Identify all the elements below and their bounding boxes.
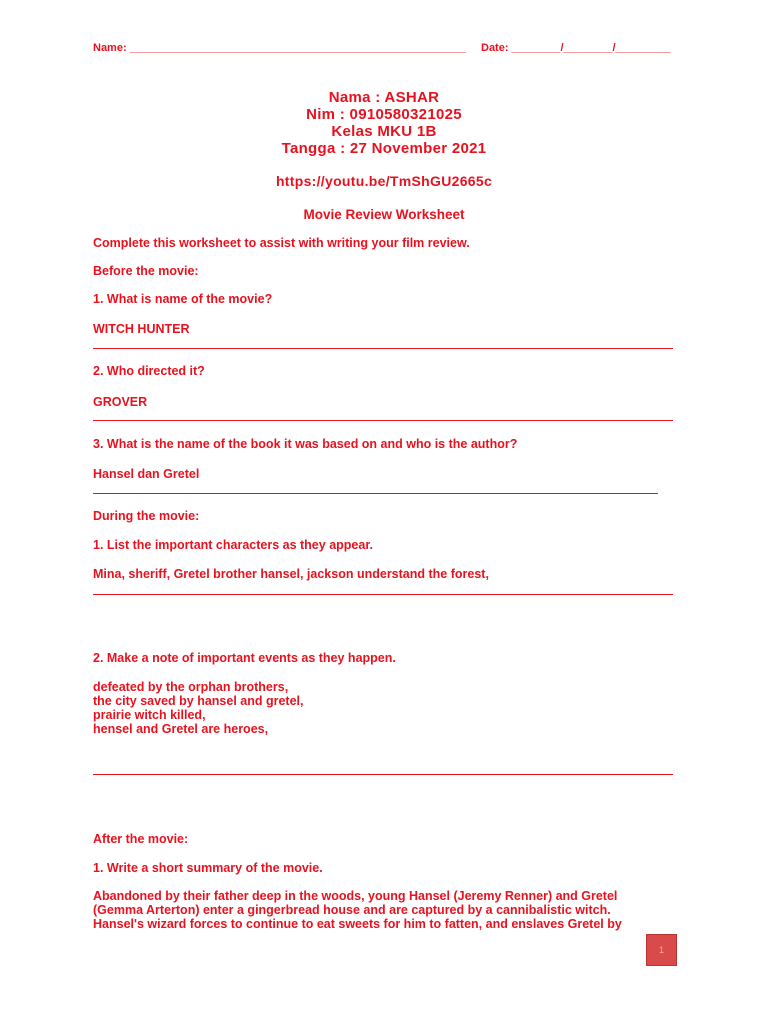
worksheet-title: Movie Review Worksheet [303,207,465,222]
question-director: 2. Who directed it? [93,364,205,378]
answer-events-line: defeated by the orphan brothers, [93,680,289,694]
answer-line [93,348,673,349]
answer-movie-name: WITCH HUNTER [93,322,190,336]
answer-director: GROVER [93,395,148,409]
date-field-label: Date: ________/________/_________ [481,42,671,54]
page-number-badge: 1 [646,934,677,966]
question-movie-name: 1. What is name of the movie? [93,292,273,306]
answer-line [93,420,673,421]
answer-characters: Mina, sheriff, Gretel brother hansel, jackson understand the forest, [93,567,489,581]
answer-summary-line: Abandoned by their father deep in the woods, young Hansel (Jeremy Renner) and Gretel [93,889,618,903]
name-field-label: Name: _______________________________________________________ [93,42,467,54]
section-heading-during: During the movie: [93,509,200,523]
answer-events-line: hensel and Gretel are heroes, [93,722,269,736]
student-nim: Nim : 0910580321025 [306,106,462,123]
answer-book: Hansel dan Gretel [93,467,200,481]
answer-summary-line: (Gemma Arterton) enter a gingerbread house and are captured by a cannibalistic witch. [93,903,611,917]
youtube-link[interactable]: https://youtu.be/TmShGU2665c [275,173,493,189]
answer-line [93,594,673,595]
answer-summary [93,889,622,931]
question-events: 2. Make a note of important events as they happen. [93,651,396,665]
intro-text: Complete this worksheet to assist with writing your film review. [93,236,470,250]
answer-summary-line: Hansel's wizard forces to continue to eat sweets for him to fatten, and enslaves Gretel by [93,917,622,931]
answer-events-line: the city saved by hansel and gretel, [93,694,304,708]
question-book: 3. What is the name of the book it was based on and who is the author? [93,437,518,451]
question-characters: 1. List the important characters as they appear. [93,538,373,552]
student-class: Kelas MKU 1B [331,123,437,140]
submission-date: Tangga : 27 November 2021 [281,140,487,157]
answer-line [93,493,658,494]
section-heading-before: Before the movie: [93,264,199,278]
student-name: Nama : ASHAR [328,89,440,106]
answer-events [93,680,304,736]
question-summary: 1. Write a short summary of the movie. [93,861,323,875]
section-heading-after: After the movie: [93,832,189,846]
answer-line [93,774,673,775]
answer-events-line: prairie witch killed, [93,708,206,722]
